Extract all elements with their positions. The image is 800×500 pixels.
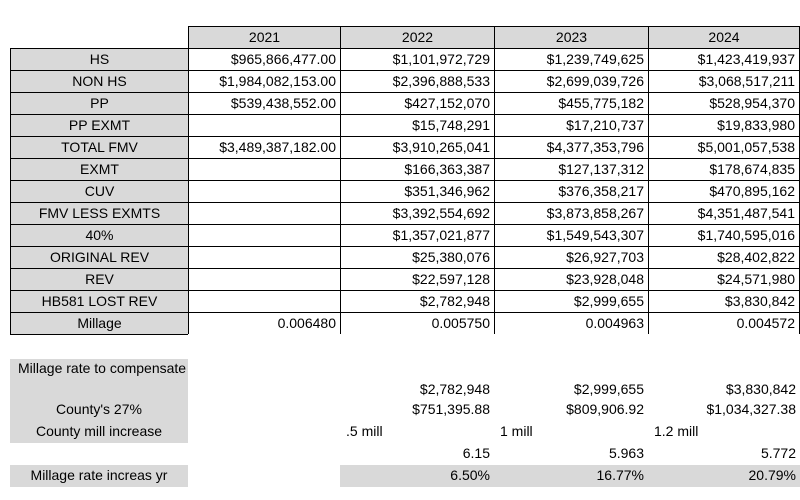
table-cell: $5,001,057,538 [648,136,800,158]
increase-yr-2022: 6.50% [340,465,494,487]
row-label: Millage [10,312,188,335]
table-cell: $166,363,387 [340,158,494,180]
header-year-2022: 2022 [340,26,494,48]
table-cell: $455,775,182 [494,92,648,114]
row-label: PP [10,92,188,114]
table-cell: $2,999,655 [494,290,648,312]
table-cell: $23,928,048 [494,268,648,290]
mill-increase-2024: 1.2 mill [654,423,699,439]
table-cell [188,268,340,290]
mill-increase-label: County mill increase [10,421,188,443]
new-rate-2022: 6.15 [462,445,490,461]
table-cell: 0.004963 [494,312,648,334]
table-cell: $28,402,822 [648,246,800,268]
table-cell: $2,396,888,533 [340,70,494,92]
header-year-2023: 2023 [494,26,648,48]
table-cell: $24,571,980 [648,268,800,290]
table-cell: $3,068,517,211 [648,70,800,92]
table-cell: $1,984,082,153.00 [188,70,340,92]
county-27-value-2023: $809,906.92 [566,401,644,417]
table-cell: $470,895,162 [648,180,800,202]
increase-yr-label: Millage rate increas yr [10,465,188,487]
table-cell: $2,699,039,726 [494,70,648,92]
table-cell [188,224,340,246]
row-label: ORIGINAL REV [10,246,188,268]
table-cell: $3,873,858,267 [494,202,648,224]
new-rate-2024: 5.772 [760,445,796,461]
table-cell: $427,152,070 [340,92,494,114]
row-label: FMV LESS EXMTS [10,202,188,224]
table-cell: $351,346,962 [340,180,494,202]
table-cell [188,158,340,180]
table-cell: $528,954,370 [648,92,800,114]
table-cell [188,290,340,312]
table-cell: $25,380,076 [340,246,494,268]
table-cell: $19,833,980 [648,114,800,136]
header-year-2024: 2024 [648,26,800,48]
compensate-value-2023: $2,999,655 [573,381,644,397]
table-cell: $26,927,703 [494,246,648,268]
compensate-value-2024: $3,830,842 [725,381,796,397]
table-cell: $1,549,543,307 [494,224,648,246]
table-cell: $3,830,842 [648,290,800,312]
row-label: HS [10,48,188,70]
row-label: REV [10,268,188,290]
table-cell [188,180,340,202]
table-cell: $4,351,487,541 [648,202,800,224]
increase-yr-2024: 20.79% [648,465,800,487]
table-cell: $3,489,387,182.00 [188,136,340,158]
table-cell: $4,377,353,796 [494,136,648,158]
table-cell: 0.004572 [648,312,800,334]
table-cell: $1,423,419,937 [648,48,800,70]
table-cell: $376,358,217 [494,180,648,202]
compensate-value-2022: $2,782,948 [419,381,490,397]
county-27-value-2024: $1,034,327.38 [706,401,796,417]
county-27-value-2022: $751,395.88 [412,401,490,417]
mill-increase-2022: .5 mill [346,423,383,439]
table-cell [188,202,340,224]
new-rate-2023: 5.963 [608,445,644,461]
table-cell: 0.006480 [188,312,340,334]
mill-increase-2023: 1 mill [500,423,533,439]
row-label: NON HS [10,70,188,92]
table-cell: $539,438,552.00 [188,92,340,114]
table-cell: 0.005750 [340,312,494,334]
table-cell: $127,137,312 [494,158,648,180]
compensate-label: Millage rate to compensate [10,359,188,399]
table-cell: $965,866,477.00 [188,48,340,70]
table-cell: $178,674,835 [648,158,800,180]
header-year-2021: 2021 [188,26,340,48]
row-label: PP EXMT [10,114,188,136]
row-label: CUV [10,180,188,202]
table-cell [188,114,340,136]
table-cell: $1,101,972,729 [340,48,494,70]
table-cell: $3,910,265,041 [340,136,494,158]
row-label: 40% [10,224,188,246]
row-label: TOTAL FMV [10,136,188,158]
county-27-label: County's 27% [10,399,188,421]
table-cell [188,246,340,268]
table-cell: $3,392,554,692 [340,202,494,224]
table-cell: $2,782,948 [340,290,494,312]
table-cell: $1,239,749,625 [494,48,648,70]
table-cell: $22,597,128 [340,268,494,290]
table-cell: $15,748,291 [340,114,494,136]
row-label: EXMT [10,158,188,180]
table-cell: $1,357,021,877 [340,224,494,246]
increase-yr-2023: 16.77% [494,465,648,487]
table-cell: $17,210,737 [494,114,648,136]
row-label: HB581 LOST REV [10,290,188,312]
table-cell: $1,740,595,016 [648,224,800,246]
